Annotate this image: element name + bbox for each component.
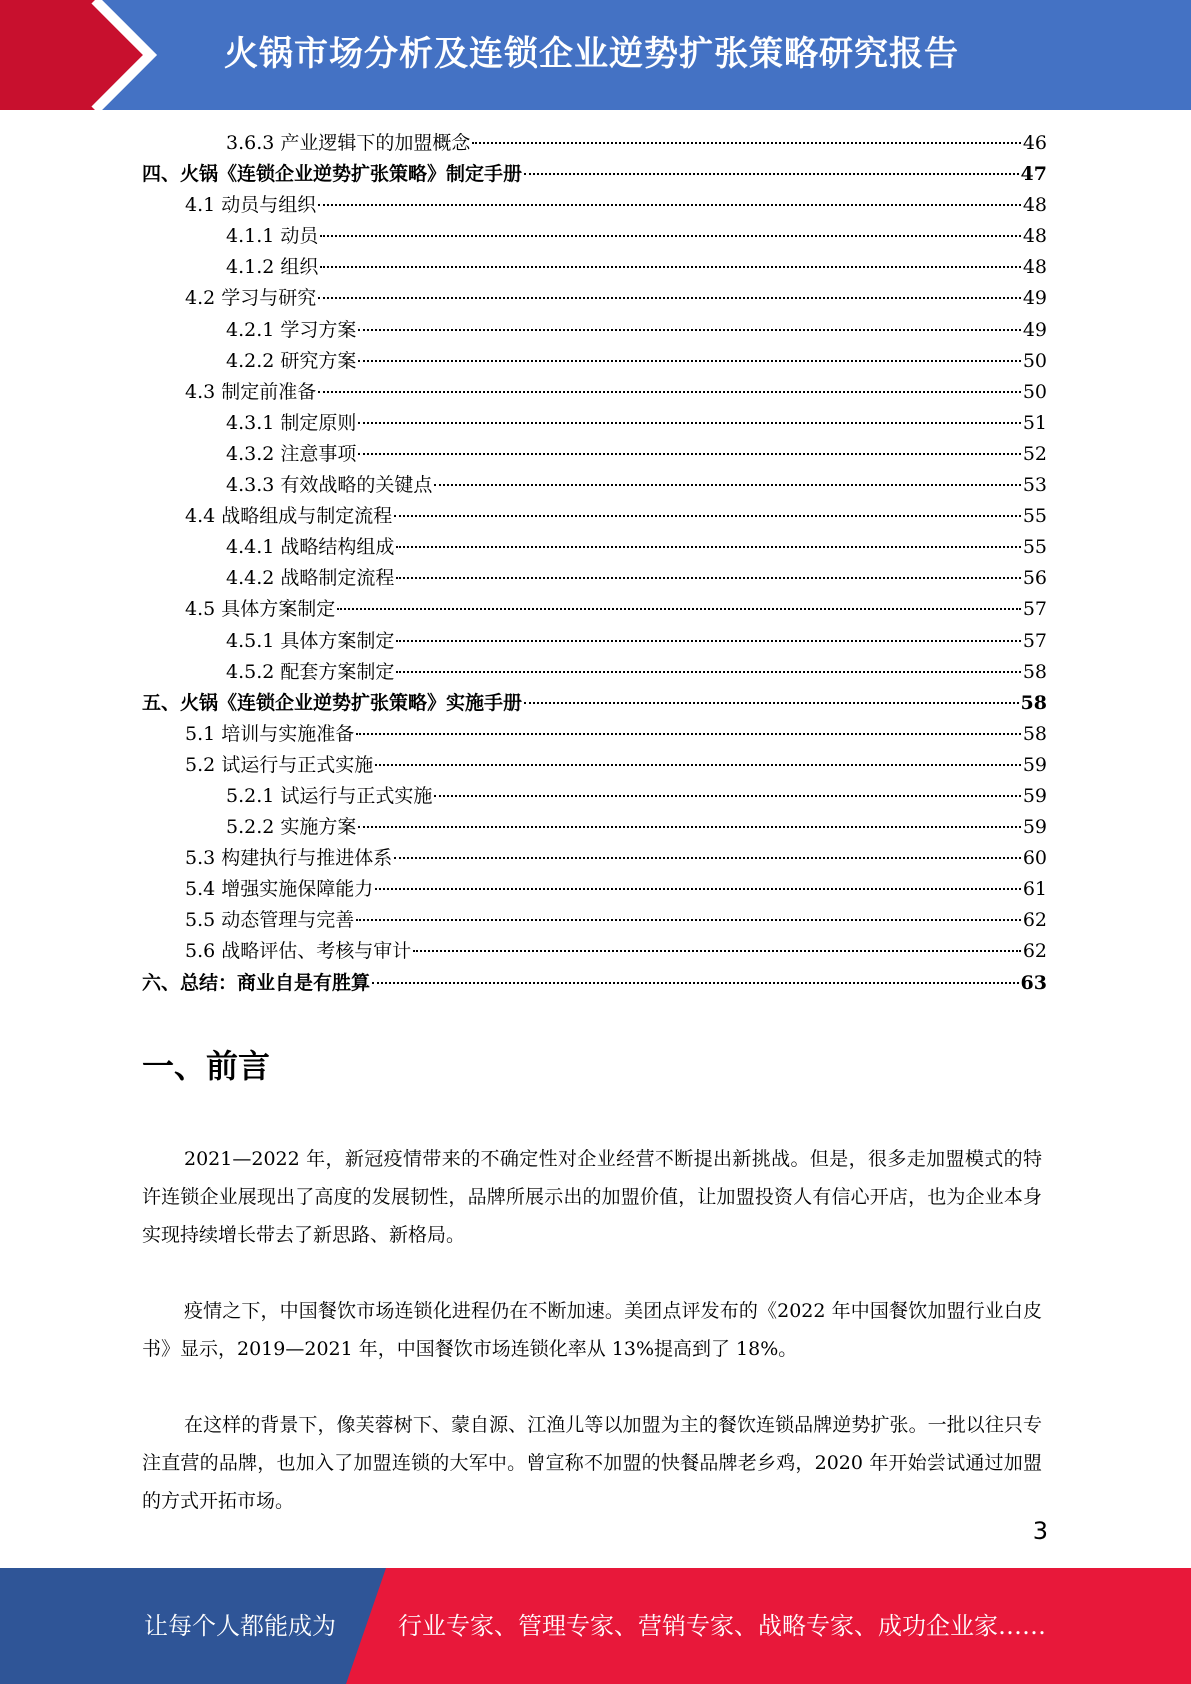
toc-entry-page: 57 [1022, 598, 1047, 621]
toc-entry-label: 六、总结：商业自是有胜算 [142, 971, 371, 994]
footer-slogan-left: 让每个人都能成为 [144, 1612, 336, 1640]
toc-entry-label: 5.6 战略评估、考核与审计 [185, 940, 412, 963]
toc-entry-label: 5.1 培训与实施准备 [185, 722, 355, 745]
toc-dot-leader [394, 515, 1021, 517]
toc-entry-label: 5.2.2 实施方案 [226, 816, 357, 839]
toc-dot-leader [375, 764, 1021, 766]
toc-entry-page: 49 [1022, 287, 1047, 310]
toc-dot-leader [358, 329, 1020, 331]
toc-dot-leader [413, 950, 1021, 952]
toc-entry-label: 5.4 增强实施保障能力 [185, 878, 374, 901]
toc-entry-page: 63 [1020, 971, 1047, 994]
toc-entry-page: 50 [1022, 380, 1047, 403]
toc-entry-page: 58 [1020, 691, 1047, 714]
toc-dot-leader [318, 297, 1021, 299]
toc-entry[interactable] [142, 936, 1047, 967]
section-title: 一、前言 [142, 1047, 271, 1085]
toc-entry-label: 4.3.2 注意事项 [226, 442, 357, 465]
toc-dot-leader [358, 453, 1020, 455]
table-of-contents [142, 128, 1047, 999]
toc-entry-label: 4.5.2 配套方案制定 [226, 660, 395, 683]
toc-dot-leader [318, 391, 1021, 393]
toc-entry[interactable] [142, 968, 1047, 999]
toc-entry[interactable] [142, 750, 1047, 781]
toc-entry-page: 61 [1022, 878, 1047, 901]
toc-dot-leader [434, 484, 1020, 486]
toc-entry[interactable] [142, 657, 1047, 688]
toc-entry[interactable] [142, 408, 1047, 439]
toc-entry[interactable] [142, 439, 1047, 470]
toc-entry[interactable] [142, 719, 1047, 750]
page-header [0, 0, 1191, 110]
toc-entry-page: 58 [1022, 660, 1047, 683]
toc-entry-label: 4.1.1 动员 [226, 225, 319, 248]
toc-entry-page: 60 [1022, 847, 1047, 870]
toc-dot-leader [375, 888, 1021, 890]
toc-entry-label: 4.2 学习与研究 [185, 287, 317, 310]
toc-dot-leader [337, 608, 1021, 610]
toc-entry[interactable] [142, 594, 1047, 625]
toc-dot-leader [372, 982, 1019, 984]
toc-entry[interactable] [142, 252, 1047, 283]
toc-entry[interactable] [142, 190, 1047, 221]
toc-entry-label: 4.1 动员与组织 [185, 194, 317, 217]
toc-entry-page: 52 [1022, 442, 1047, 465]
toc-entry-label: 4.5 具体方案制定 [185, 598, 336, 621]
toc-entry[interactable] [142, 346, 1047, 377]
page-number: 3 [1032, 1517, 1048, 1545]
toc-entry-page: 55 [1022, 536, 1047, 559]
toc-entry-page: 59 [1022, 816, 1047, 839]
toc-entry-page: 51 [1022, 411, 1047, 434]
toc-entry-page: 47 [1020, 163, 1047, 186]
paragraph-2: 疫情之下，中国餐饮市场连锁化进程仍在不断加速。美团点评发布的《2022 年中国餐饮加盟行业白皮书》显示，2019—2021 年，中国餐饮市场连锁化率从 13%提高到了 18%。 [142, 1300, 1042, 1360]
toc-dot-leader [394, 857, 1021, 859]
toc-entry-page: 59 [1022, 784, 1047, 807]
toc-entry-page: 46 [1022, 132, 1047, 154]
toc-entry[interactable] [142, 283, 1047, 314]
toc-entry-label: 4.3.3 有效战略的关键点 [226, 474, 433, 497]
report-title: 火锅市场分析及连锁企业逆势扩张策略研究报告 [224, 34, 959, 74]
toc-entry[interactable] [142, 501, 1047, 532]
toc-entry-page: 62 [1022, 909, 1047, 932]
toc-entry[interactable] [142, 812, 1047, 843]
toc-entry-page: 56 [1022, 567, 1047, 590]
toc-dot-leader [318, 204, 1021, 206]
toc-dot-leader [356, 733, 1021, 735]
toc-entry-label: 4.4 战略组成与制定流程 [185, 505, 393, 528]
toc-entry-page: 48 [1022, 194, 1047, 217]
toc-dot-leader [524, 702, 1019, 704]
toc-entry-label: 4.1.2 组织 [226, 256, 319, 279]
toc-entry-page: 55 [1022, 505, 1047, 528]
toc-dot-leader [358, 422, 1020, 424]
toc-entry-label: 4.5.1 具体方案制定 [226, 629, 395, 652]
toc-dot-leader [358, 826, 1020, 828]
paragraph-3: 在这样的背景下，像芙蓉树下、蒙自源、江渔儿等以加盟为主的餐饮连锁品牌逆势扩张。一批以往只专注直营的品牌，也加入了加盟连锁的大军中。曾宣称不加盟的快餐品牌老乡鸡，2020 年开始尝试通过加盟的方式开拓市场。 [142, 1414, 1042, 1512]
toc-entry-label: 4.2.2 研究方案 [226, 349, 357, 372]
toc-entry[interactable] [142, 221, 1047, 252]
toc-entry-page: 50 [1022, 349, 1047, 372]
toc-entry-label: 5.3 构建执行与推进体系 [185, 847, 393, 870]
toc-entry[interactable] [142, 470, 1047, 501]
toc-entry-label: 3.6.3 产业逻辑下的加盟概念 [226, 132, 471, 154]
toc-entry-page: 53 [1022, 474, 1047, 497]
toc-entry-page: 48 [1022, 225, 1047, 248]
toc-entry[interactable] [142, 159, 1047, 190]
toc-dot-leader [320, 266, 1020, 268]
toc-entry-label: 4.3.1 制定原则 [226, 411, 357, 434]
toc-entry-page: 49 [1022, 318, 1047, 341]
toc-dot-leader [396, 640, 1020, 642]
footer-slogan-right: 行业专家、管理专家、营销专家、战略专家、成功企业家…… [398, 1612, 1046, 1640]
toc-dot-leader [434, 795, 1020, 797]
toc-dot-leader [524, 173, 1019, 175]
toc-dot-leader [356, 919, 1021, 921]
toc-entry-page: 62 [1022, 940, 1047, 963]
toc-entry-page: 58 [1022, 722, 1047, 745]
toc-entry-page: 57 [1022, 629, 1047, 652]
page-footer [0, 1568, 1191, 1684]
toc-dot-leader [396, 577, 1020, 579]
toc-entry-label: 4.4.2 战略制定流程 [226, 567, 395, 590]
toc-entry-label: 4.4.1 战略结构组成 [226, 536, 395, 559]
toc-entry[interactable] [142, 781, 1047, 812]
toc-entry-label: 五、火锅《连锁企业逆势扩张策略》实施手册 [142, 691, 523, 714]
toc-entry[interactable] [142, 843, 1047, 874]
toc-entry-label: 5.2 试运行与正式实施 [185, 753, 374, 776]
toc-entry-label: 四、火锅《连锁企业逆势扩张策略》制定手册 [142, 163, 523, 186]
toc-entry[interactable] [142, 377, 1047, 408]
toc-entry[interactable] [142, 626, 1047, 657]
toc-entry-label: 5.5 动态管理与完善 [185, 909, 355, 932]
toc-entry[interactable] [142, 874, 1047, 905]
toc-entry-page: 48 [1022, 256, 1047, 279]
toc-entry[interactable] [142, 315, 1047, 346]
paragraph-1: 2021—2022 年，新冠疫情带来的不确定性对企业经营不断提出新挑战。但是，很多走加盟模式的特许连锁企业展现出了高度的发展韧性，品牌所展示出的加盟价值，让加盟投资人有信心开店，也为企业本身实现持续增长带去了新思路、新格局。 [142, 1148, 1042, 1246]
toc-entry[interactable] [142, 128, 1047, 159]
toc-entry-label: 4.3 制定前准备 [185, 380, 317, 403]
toc-entry[interactable] [142, 688, 1047, 719]
toc-dot-leader [358, 360, 1020, 362]
toc-dot-leader [320, 235, 1020, 237]
toc-entry[interactable] [142, 905, 1047, 936]
toc-entry[interactable] [142, 563, 1047, 594]
toc-entry[interactable] [142, 532, 1047, 563]
toc-dot-leader [396, 546, 1020, 548]
toc-entry-page: 59 [1022, 753, 1047, 776]
toc-dot-leader [472, 142, 1020, 144]
toc-entry-label: 5.2.1 试运行与正式实施 [226, 784, 433, 807]
toc-entry-label: 4.2.1 学习方案 [226, 318, 357, 341]
toc-dot-leader [396, 671, 1020, 673]
